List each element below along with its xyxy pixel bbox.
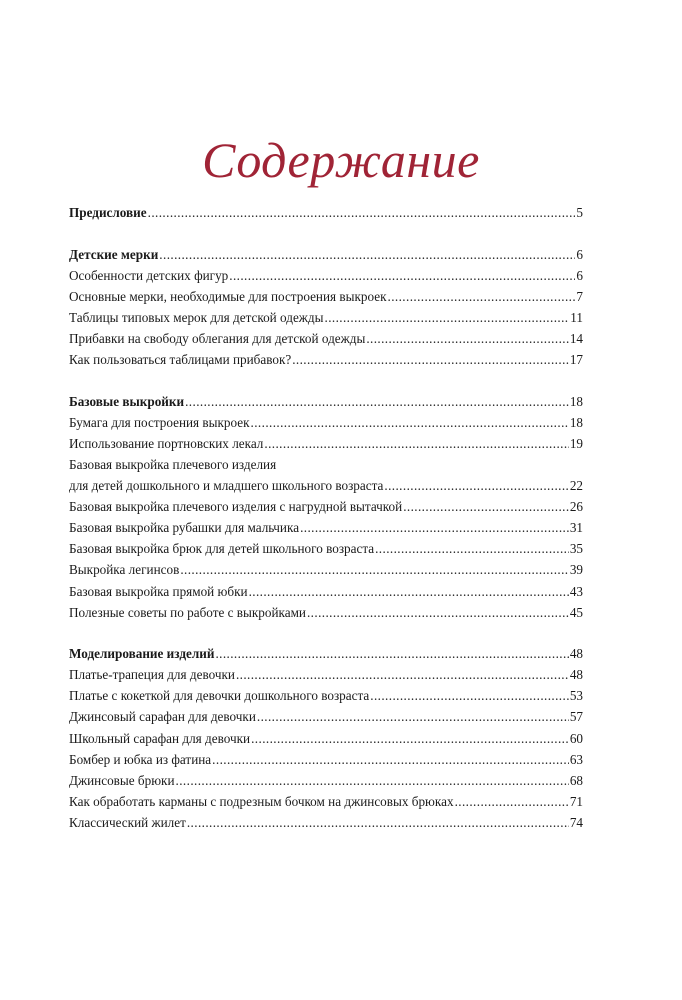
toc-entry-title: Таблицы типовых мерок для детской одежды xyxy=(69,309,324,325)
toc-entry[interactable] xyxy=(69,433,583,454)
toc-page-number: 17 xyxy=(569,352,583,368)
dot-leader xyxy=(212,749,569,770)
toc-page-number: 11 xyxy=(570,309,583,325)
toc-entry-title: Джинсовый сарафан для девочки xyxy=(69,709,256,725)
dot-leader xyxy=(300,517,569,538)
toc-page-number: 5 xyxy=(576,205,583,220)
toc-page-number: 22 xyxy=(569,478,583,494)
toc-page-number: 26 xyxy=(569,499,583,515)
toc-entry[interactable] xyxy=(69,538,583,559)
toc-heading-entry[interactable] xyxy=(69,202,583,223)
dot-leader xyxy=(325,307,570,328)
toc-page-number: 31 xyxy=(569,520,583,536)
dot-leader xyxy=(455,791,569,812)
toc-entry-title: Особенности детских фигур xyxy=(69,267,229,283)
toc-page-number: 48 xyxy=(569,646,583,662)
toc-entry[interactable] xyxy=(69,286,583,307)
toc-page-number: 68 xyxy=(569,772,583,788)
toc-entry-title: Основные мерки, необходимые для построения выкроек xyxy=(69,288,387,304)
toc-entry[interactable] xyxy=(69,349,583,370)
toc-entry[interactable] xyxy=(69,749,583,770)
toc-page-number: 48 xyxy=(569,667,583,683)
dot-leader xyxy=(159,244,575,265)
toc-page-number: 6 xyxy=(576,267,583,283)
dot-leader xyxy=(180,559,569,580)
dot-leader xyxy=(251,412,569,433)
dot-leader xyxy=(370,685,569,706)
toc-entry-title: Моделирование изделий xyxy=(69,646,215,662)
dot-leader xyxy=(215,643,568,664)
toc-entry-title: Платье-трапеция для девочки xyxy=(69,667,235,683)
toc-entry-title: Базовая выкройка прямой юбки xyxy=(69,583,248,599)
toc-entry-title: Джинсовые брюки xyxy=(69,772,175,788)
dot-leader xyxy=(292,349,569,370)
toc-entry-title: Выкройка легинсов xyxy=(69,562,180,578)
toc-section xyxy=(69,391,583,623)
table-of-contents xyxy=(69,202,583,854)
dot-leader xyxy=(148,202,576,223)
toc-entry[interactable] xyxy=(69,559,583,580)
page-title: Содержание xyxy=(202,132,480,188)
toc-entry[interactable] xyxy=(69,685,583,706)
toc-heading-entry[interactable] xyxy=(69,244,583,265)
toc-entry-title: Детские мерки xyxy=(69,246,159,262)
toc-entry-title: Использование портновских лекал xyxy=(69,435,264,451)
toc-entry[interactable] xyxy=(69,706,583,727)
toc-page-number: 35 xyxy=(569,541,583,557)
toc-entry[interactable] xyxy=(69,496,583,517)
toc-section xyxy=(69,202,583,223)
toc-entry[interactable] xyxy=(69,475,583,496)
toc-entry-title: Классический жилет xyxy=(69,814,186,830)
dot-leader xyxy=(176,770,569,791)
toc-page-number: 53 xyxy=(569,688,583,704)
toc-page-number: 74 xyxy=(569,814,583,830)
toc-entry[interactable] xyxy=(69,307,583,328)
toc-page-number: 43 xyxy=(569,583,583,599)
dot-leader xyxy=(251,728,569,749)
toc-entry-title: для детей дошкольного и младшего школьного возраста xyxy=(69,478,384,494)
toc-entry-title: Бумага для построения выкроек xyxy=(69,414,250,430)
toc-entry[interactable] xyxy=(69,728,583,749)
toc-entry[interactable] xyxy=(69,812,583,833)
toc-entry[interactable] xyxy=(69,517,583,538)
toc-entry[interactable] xyxy=(69,328,583,349)
dot-leader xyxy=(257,706,569,727)
toc-entry[interactable] xyxy=(69,265,583,286)
toc-page-number: 60 xyxy=(569,730,583,746)
toc-page-number: 14 xyxy=(569,330,583,346)
toc-entry[interactable] xyxy=(69,412,583,433)
toc-heading-entry[interactable] xyxy=(69,391,583,412)
toc-entry[interactable] xyxy=(69,602,583,623)
toc-entry[interactable] xyxy=(69,664,583,685)
dot-leader xyxy=(384,475,568,496)
toc-entry[interactable] xyxy=(69,770,583,791)
dot-leader xyxy=(403,496,569,517)
dot-leader xyxy=(249,581,569,602)
toc-page-number: 18 xyxy=(569,393,583,409)
toc-entry-title: Платье с кокеткой для девочки дошкольного возраста xyxy=(69,688,370,704)
dot-leader xyxy=(236,664,569,685)
toc-entry-title: Базовая выкройка плечевого изделия xyxy=(69,456,277,472)
dot-leader xyxy=(264,433,568,454)
toc-entry-title: Базовая выкройка плечевого изделия с нагрудной вытачкой xyxy=(69,499,403,515)
dot-leader xyxy=(229,265,575,286)
toc-page-number: 45 xyxy=(569,604,583,620)
toc-entry[interactable] xyxy=(69,454,583,475)
toc-section xyxy=(69,244,583,371)
toc-entry-title: Предисловие xyxy=(69,205,147,220)
dot-leader xyxy=(366,328,568,349)
toc-entry-title: Школьный сарафан для девочки xyxy=(69,730,251,746)
toc-page-number: 18 xyxy=(569,414,583,430)
toc-page-number: 63 xyxy=(569,751,583,767)
toc-entry[interactable] xyxy=(69,581,583,602)
toc-entry[interactable] xyxy=(69,791,583,812)
toc-entry-title: Как обработать карманы с подрезным бочком на джинсовых брюках xyxy=(69,793,454,809)
toc-page-number: 6 xyxy=(576,246,583,262)
dot-leader xyxy=(185,391,569,412)
toc-entry-title: Как пользоваться таблицами прибавок? xyxy=(69,352,292,368)
toc-entry-title: Прибавки на свободу облегания для детской одежды xyxy=(69,330,366,346)
toc-page-number: 57 xyxy=(569,709,583,725)
dot-leader xyxy=(388,286,576,307)
toc-page-number: 19 xyxy=(569,435,583,451)
dot-leader xyxy=(187,812,569,833)
toc-entry-title: Базовые выкройки xyxy=(69,393,185,409)
toc-section xyxy=(69,643,583,833)
toc-entry-title: Базовая выкройка брюк для детей школьного возраста xyxy=(69,541,375,557)
dot-leader xyxy=(375,538,569,559)
toc-entry-title: Бомбер и юбка из фатина xyxy=(69,751,212,767)
toc-page-number: 71 xyxy=(569,793,583,809)
toc-heading-entry[interactable] xyxy=(69,643,583,664)
toc-page-number: 7 xyxy=(576,288,583,304)
toc-entry-title: Полезные советы по работе с выкройками xyxy=(69,604,306,620)
toc-entry-title: Базовая выкройка рубашки для мальчика xyxy=(69,520,300,536)
dot-leader xyxy=(307,602,569,623)
toc-page-number: 39 xyxy=(569,562,583,578)
